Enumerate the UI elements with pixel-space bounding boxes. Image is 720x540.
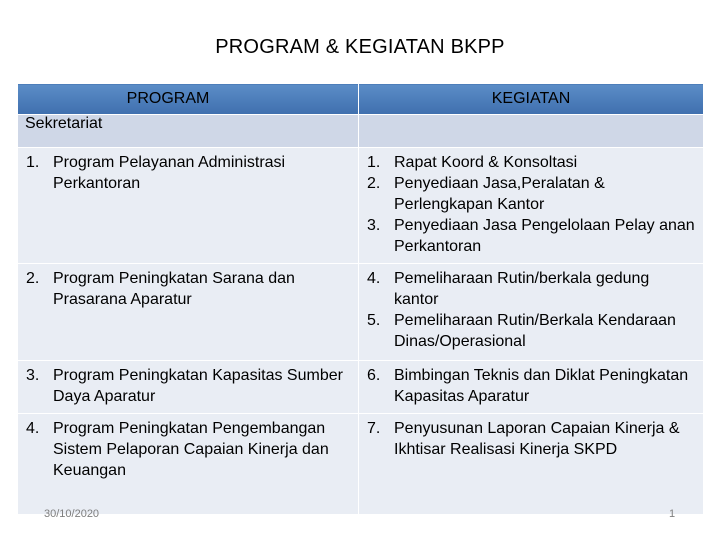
list-item: 1. Program Pelayanan Administrasi Perkantoran (26, 154, 286, 192)
program-kegiatan-table (17, 83, 704, 515)
section-label: Sekretariat (18, 115, 359, 148)
footer-date: 30/10/2020 (44, 508, 100, 520)
list-item: 5. Pemeliharaan Rutin/Berkala Kendaraan Dinas/Operasional (367, 312, 676, 350)
table-row (18, 264, 704, 361)
list-item: 2. Penyediaan Jasa,Peralatan & Perlengkapan Kantor (367, 175, 605, 213)
program-cell (18, 414, 359, 515)
kegiatan-cell (359, 414, 704, 515)
list-item: 3. Penyediaan Jasa Pengelolaan Pelay anan Perkantoran (367, 217, 695, 255)
table-row (18, 414, 704, 515)
table-row (18, 148, 704, 264)
header-kegiatan: KEGIATAN (359, 84, 704, 115)
page-title: PROGRAM & KEGIATAN BKPP (215, 36, 505, 58)
page-number: 1 (669, 508, 676, 520)
program-cell (18, 264, 359, 361)
list-item: 6. Bimbingan Teknis dan Diklat Peningkatan Kapasitas Aparatur (367, 367, 689, 405)
program-cell (18, 148, 359, 264)
program-cell (18, 361, 359, 414)
kegiatan-cell (359, 148, 704, 264)
section-empty-cell (359, 115, 704, 148)
kegiatan-cell (359, 264, 704, 361)
section-row (18, 115, 704, 148)
list-item: 4. Program Peningkatan Pengembangan Sistem Pelaporan Capaian Kinerja dan Keuangan (26, 420, 329, 479)
list-item: 3. Program Peningkatan Kapasitas Sumber Daya Aparatur (26, 367, 343, 405)
table-row (18, 361, 704, 414)
header-program: PROGRAM (18, 84, 359, 115)
kegiatan-cell (359, 361, 704, 414)
list-item: 7. Penyusunan Laporan Capaian Kinerja & Ikhtisar Realisasi Kinerja SKPD (367, 420, 680, 458)
list-item: 2. Program Peningkatan Sarana dan Prasarana Aparatur (26, 270, 295, 308)
list-item: 1. Rapat Koord & Konsoltasi (367, 154, 578, 171)
list-item: 4. Pemeliharaan Rutin/berkala gedung kantor (367, 270, 650, 308)
header-row (18, 84, 704, 115)
